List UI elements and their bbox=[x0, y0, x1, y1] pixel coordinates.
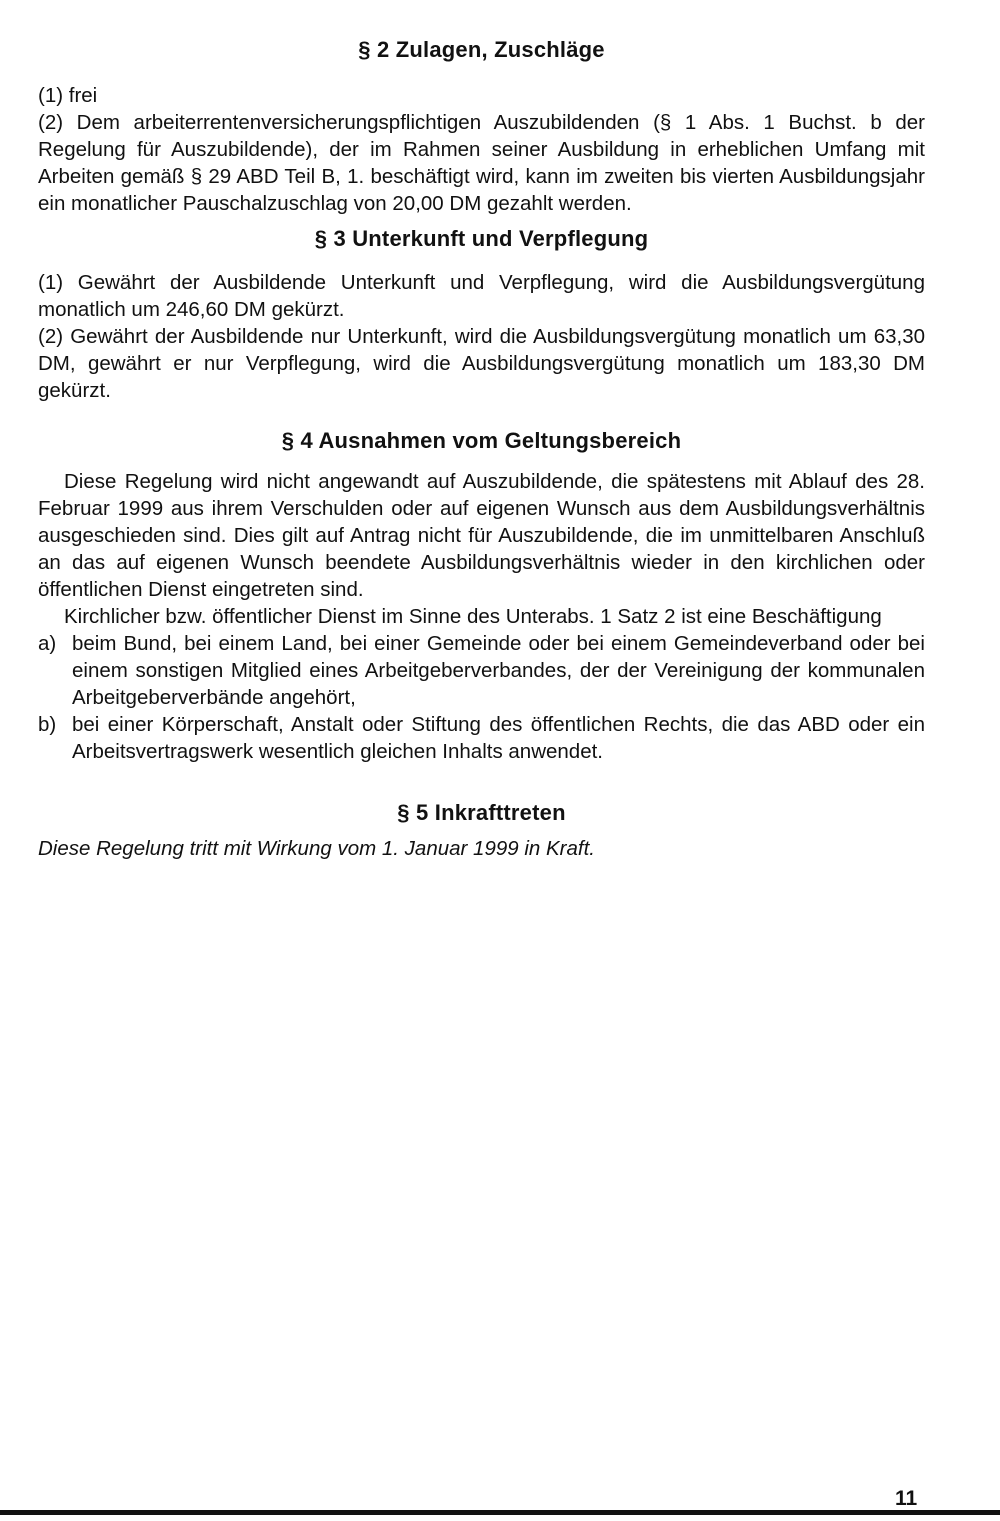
list-marker: b) bbox=[38, 713, 57, 736]
page-number: 11 bbox=[895, 1487, 918, 1510]
list-text: bei einer Körperschaft, Anstalt oder Stiftung des öffentlichen Rechts, die das ABD oder ein Arbeitsvertragswerk wesentlich gleichen Inhalts anwendet. bbox=[72, 713, 925, 763]
section-4-heading: § 4 Ausnahmen vom Geltungsbereich bbox=[281, 428, 682, 453]
list-item bbox=[38, 711, 925, 765]
section-3-heading: § 3 Unterkunft und Verpflegung bbox=[314, 226, 649, 251]
section-5-heading: § 5 Inkrafttreten bbox=[397, 800, 566, 825]
document-page bbox=[38, 36, 925, 862]
section-2-paragraph-2: (2) Dem arbeiterrentenversicherungspflichtigen Auszubildenden (§ 1 Abs. 1 Buchst. b der Regelung für Auszubildende), der im Rahmen seiner Ausbildung in erheblichen Umfang mit Arbeiten gemäß § 29 ABD Teil B, 1. beschäftigt wird, kann im zweiten bis vierten Ausbildungsjahr ein monatlicher Pauschalzuschlag von 20,00 DM gezahlt werden. bbox=[38, 111, 925, 215]
section-5-paragraph-1: Diese Regelung tritt mit Wirkung vom 1. Januar 1999 in Kraft. bbox=[38, 837, 595, 860]
list-item bbox=[38, 630, 925, 711]
section-4-paragraph-1: Diese Regelung wird nicht angewandt auf Auszubildende, die spätestens mit Ablauf des 28. Februar 1999 aus ihrem Verschulden oder auf eigenen Wunsch aus dem Ausbildungsverhältnis ausgeschieden sind. Dies gilt auf Antrag nicht für Auszubildende, die im unmittelbaren Anschluß an das auf eigenen Wunsch beendete Ausbildungsverhältnis wieder in den kirchlichen oder öffentlichen Dienst eingetreten sind. bbox=[38, 470, 925, 601]
footer-rule bbox=[0, 1510, 1000, 1515]
section-3-paragraph-1: (1) Gewährt der Ausbildende Unterkunft und Verpflegung, wird die Ausbildungsvergütung monatlich um 246,60 DM gekürzt. bbox=[38, 271, 925, 321]
section-2-paragraph-1: (1) frei bbox=[38, 84, 98, 107]
section-4-paragraph-2: Kirchlicher bzw. öffentlicher Dienst im Sinne des Unterabs. 1 Satz 2 ist eine Beschäftigung bbox=[64, 605, 882, 628]
list-text: beim Bund, bei einem Land, bei einer Gemeinde oder bei einem Gemeindeverband oder bei einem sonstigen Mitglied eines Arbeitgeberverbandes, der der Vereinigung der kommunalen Arbeitgeberverbände angehört, bbox=[72, 632, 925, 709]
list-marker: a) bbox=[38, 632, 57, 655]
section-3-paragraph-2: (2) Gewährt der Ausbildende nur Unterkunft, wird die Ausbildungsvergütung monatlich um 63,30 DM, gewährt er nur Verpflegung, wird die Ausbildungsvergütung monatlich um 183,30 DM gekürzt. bbox=[38, 325, 925, 402]
section-2-heading: § 2 Zulagen, Zuschläge bbox=[358, 37, 605, 62]
